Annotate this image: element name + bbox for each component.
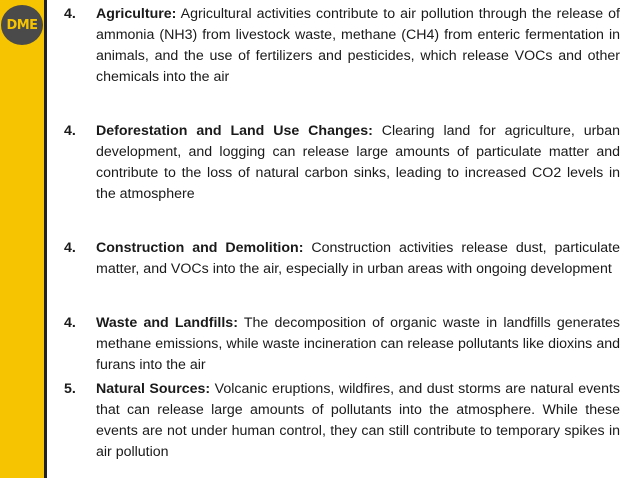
item-description: Construction activities release dust, particulate matter, and VOCs into the air, especially in urban areas with ongoing development: [96, 240, 620, 277]
item-number: 4.: [64, 6, 76, 22]
item-term: Waste and Landfills:: [96, 315, 238, 331]
list-item-deforestation: [64, 121, 620, 205]
item-number: 4.: [64, 315, 76, 331]
item-body: [96, 313, 620, 376]
item-number: 4.: [64, 123, 76, 139]
item-description: Volcanic eruptions, wildfires, and dust storms are natural events that can release large amounts of pollutants into the atmosphere. While these events are not under human control, they can still contribute to temporary spikes in air pollution: [96, 381, 621, 460]
list-item-natural-sources: [64, 379, 620, 463]
item-term: Agriculture:: [96, 6, 177, 22]
sidebar-divider: [44, 0, 47, 478]
item-body: [96, 238, 620, 280]
dme-logo: [1, 5, 43, 45]
item-body: [96, 379, 620, 463]
list-item-construction: [64, 238, 620, 280]
item-term: Deforestation and Land Use Changes:: [96, 123, 373, 139]
list-item-agriculture: [64, 4, 620, 88]
item-description: Agricultural activities contribute to air pollution through the release of ammonia (NH3) from livestock waste, methane (CH4) from enteric fermentation in animals, and the use of fertilizers and pesticides, which release VOCs and other chemicals into the air: [96, 6, 620, 85]
sidebar-band: [0, 0, 44, 478]
list-item-waste: [64, 313, 620, 376]
item-number: 4.: [64, 240, 76, 256]
item-description: Clearing land for agriculture, urban development, and logging can release large amounts of particulate matter and contribute to the loss of natural carbon sinks, leading to increased CO2 levels in the atmosphere: [96, 123, 620, 202]
item-term: Construction and Demolition:: [96, 240, 304, 256]
pollution-sources-list: [64, 4, 620, 463]
item-body: [96, 121, 620, 205]
item-number: 5.: [64, 381, 76, 397]
item-description: The decomposition of organic waste in landfills generates methane emissions, while waste incineration can release pollutants like dioxins and furans into the air: [96, 315, 620, 373]
item-term: Natural Sources:: [96, 381, 211, 397]
logo-text: DME: [6, 17, 38, 33]
item-body: [96, 4, 620, 88]
